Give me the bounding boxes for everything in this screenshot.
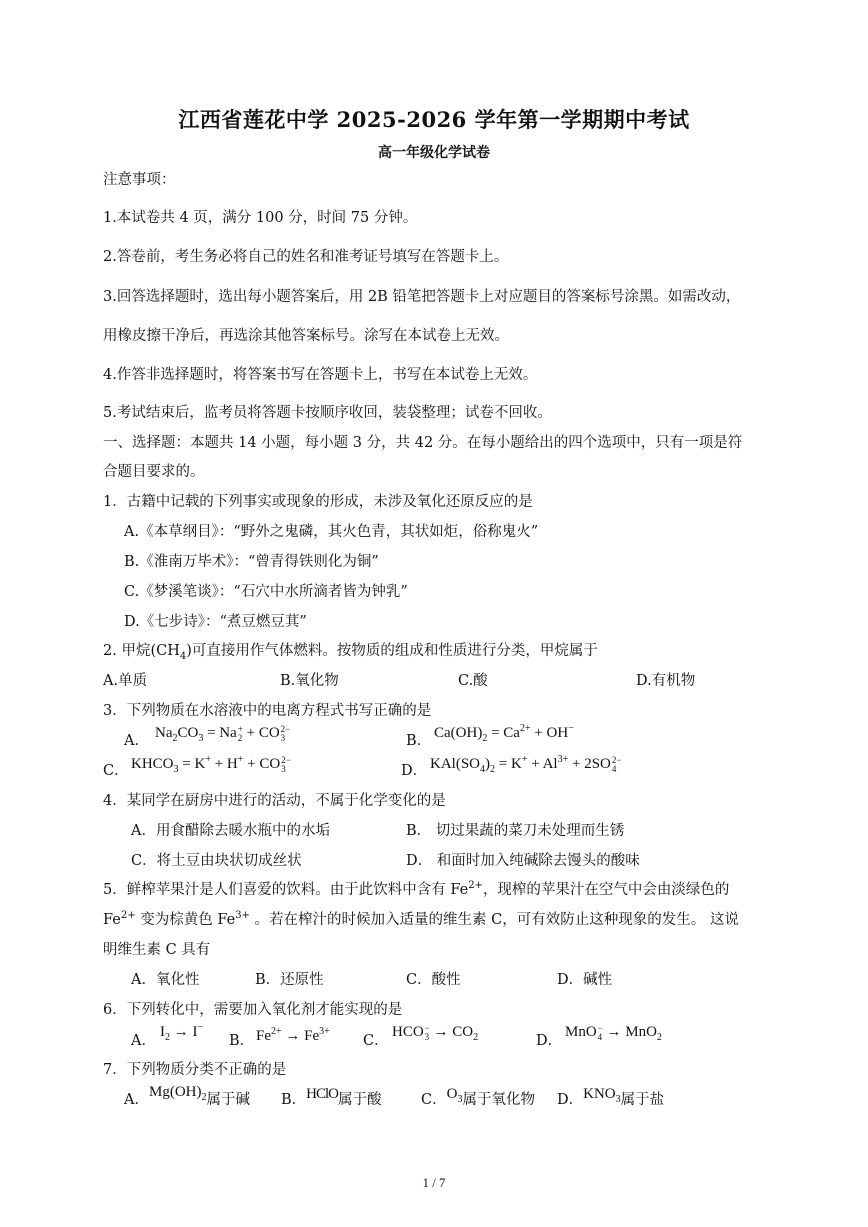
question-6-formula-a: $I_2 \to I^-$ xyxy=(160,1022,204,1043)
question-5-stem-end: 明维生素 C 具有 xyxy=(103,942,211,958)
notice-item: 3.回答选择题时，选出每小题答案后，用 2B 铅笔把答题卡上对应题目的答案标号涂黑。如需改动， xyxy=(103,289,741,305)
question-3-formula-b: $Ca(OH)_2 = Ca^{2+} + OH^-$ xyxy=(434,723,574,744)
question-6-formula-b: $Fe^{2+} \to Fe^{3+}$ xyxy=(256,1026,330,1044)
question-7-option-c: C．$O_3$属于氧化物 xyxy=(421,1086,535,1108)
question-5-option-a: A．氧化性 xyxy=(131,972,200,988)
question-6-option-b: B． xyxy=(229,1033,255,1049)
question-2-stem: 2. 甲烷$(CH_4)$可直接用作气体燃料。按物质的组成和性质进行分类，甲烷属于 xyxy=(103,643,598,662)
question-4-option-c: C．将土豆由块状切成丝状 xyxy=(131,853,302,869)
question-6-option-a: A． xyxy=(131,1033,156,1049)
section-heading-cont: 合题目要求的。 xyxy=(103,464,205,480)
page-number: 1 / 7 xyxy=(422,1175,446,1190)
question-6-option-c: C． xyxy=(363,1033,389,1049)
question-4-option-d: D． 和面时加入纯碱除去馒头的酸味 xyxy=(406,853,640,869)
notice-item: 2.答卷前，考生务必将自己的姓名和准考证号填写在答题卡上。 xyxy=(103,249,509,265)
question-4-stem: 4．某同学在厨房中进行的活动，不属于化学变化的是 xyxy=(103,793,446,809)
question-5-stem: 5．鲜榨苹果汁是人们喜爱的饮料。由于此饮料中含有 $Fe^{2+}$，现榨的苹果汁在空气中会由淡绿色的 xyxy=(103,880,730,898)
question-3-formula-a: $Na_2CO_3 = Na$ + 2 + CO 2− 3 xyxy=(155,723,291,744)
question-3-option-d: D． xyxy=(401,763,428,779)
question-2-option-b: B.氧化物 xyxy=(280,673,339,689)
question-5-option-d: D．碱性 xyxy=(557,972,613,988)
question-6-option-d: D． xyxy=(536,1033,563,1049)
question-5-option-b: B．还原性 xyxy=(255,972,324,988)
question-5-option-c: C．酸性 xyxy=(406,972,461,988)
question-3-option-c: C． xyxy=(103,763,129,779)
question-4-option-a: A．用食醋除去暖水瓶中的水垢 xyxy=(131,823,330,839)
question-1-option-a: A.《本草纲目》：“野外之鬼磷，其火色青，其状如炬，俗称鬼火” xyxy=(124,524,539,540)
page-subtitle: 高一年级化学试卷 xyxy=(378,145,490,161)
question-3-option-a: A． xyxy=(124,733,149,749)
question-7-option-a: A．$Mg(OH)_2$属于碱 xyxy=(124,1084,250,1108)
question-2-option-d: D.有机物 xyxy=(636,673,696,689)
page-title: 江西省莲花中学 2025-2026 学年第一学期期中考试 xyxy=(178,107,690,132)
question-7-option-d: D．$KNO_3$属于盐 xyxy=(557,1086,665,1108)
notice-item: 5.考试结束后，监考员将答题卡按顺序收回，装袋整理；试卷不回收。 xyxy=(103,405,552,421)
notice-item: 4.作答非选择题时，将答案书写在答题卡上，书写在本试卷上无效。 xyxy=(103,367,538,383)
notice-item: 用橡皮擦干净后，再选涂其他答案标号。涂写在本试卷上无效。 xyxy=(103,328,509,344)
question-6-formula-c: HCO − 3 → $CO_2$ xyxy=(392,1022,479,1043)
notice-item: 1.本试卷共 4 页，满分 100 分，时间 75 分钟。 xyxy=(103,210,418,226)
question-4-option-b: B． 切过果蔬的菜刀未处理而生锈 xyxy=(406,823,625,839)
question-6-stem: 6．下列转化中，需要加入氧化剂才能实现的是 xyxy=(103,1002,403,1018)
question-1-stem: 1．古籍中记载的下列事实或现象的形成，未涉及氧化还原反应的是 xyxy=(103,494,533,510)
question-3-formula-d: $KAl(SO_4)_2 = K^+ + Al^{3+} + 2SO$ 2− 4 xyxy=(430,754,622,775)
question-7-stem: 7．下列物质分类不正确的是 xyxy=(103,1062,287,1078)
question-1-option-c: C.《梦溪笔谈》：“石穴中水所滴者皆为钟乳” xyxy=(124,584,408,600)
question-7-option-b: B．HClO属于酸 xyxy=(281,1086,382,1108)
question-3-formula-c: $KHCO_3 = K^+ + H^+$ + CO 2− 3 xyxy=(131,754,291,775)
question-2-option-a: A.单质 xyxy=(103,673,148,689)
question-3-option-b: B． xyxy=(406,733,432,749)
question-2-option-c: C.酸 xyxy=(458,673,488,689)
question-5-stem-cont: $Fe^{2+}$ 变为棕黄色 $Fe^{3+}$ 。若在榨汁的时候加入适量的维生素 C，可有效防止这种现象的发生。 这说 xyxy=(103,910,739,928)
question-6-formula-d: MnO − 4 → MnO$_2$ xyxy=(565,1022,662,1043)
question-1-option-d: D.《七步诗》：“煮豆燃豆萁” xyxy=(124,614,307,630)
question-3-stem: 3．下列物质在水溶液中的电离方程式书写正确的是 xyxy=(103,703,432,719)
notice-heading: 注意事项： xyxy=(103,172,176,188)
question-1-option-b: B.《淮南万毕术》：“曾青得铁则化为铜” xyxy=(124,554,379,570)
section-heading: 一、选择题：本题共 14 小题，每小题 3 分，共 42 分。在每小题给出的四个选项中，只有一项是符 xyxy=(103,435,743,451)
